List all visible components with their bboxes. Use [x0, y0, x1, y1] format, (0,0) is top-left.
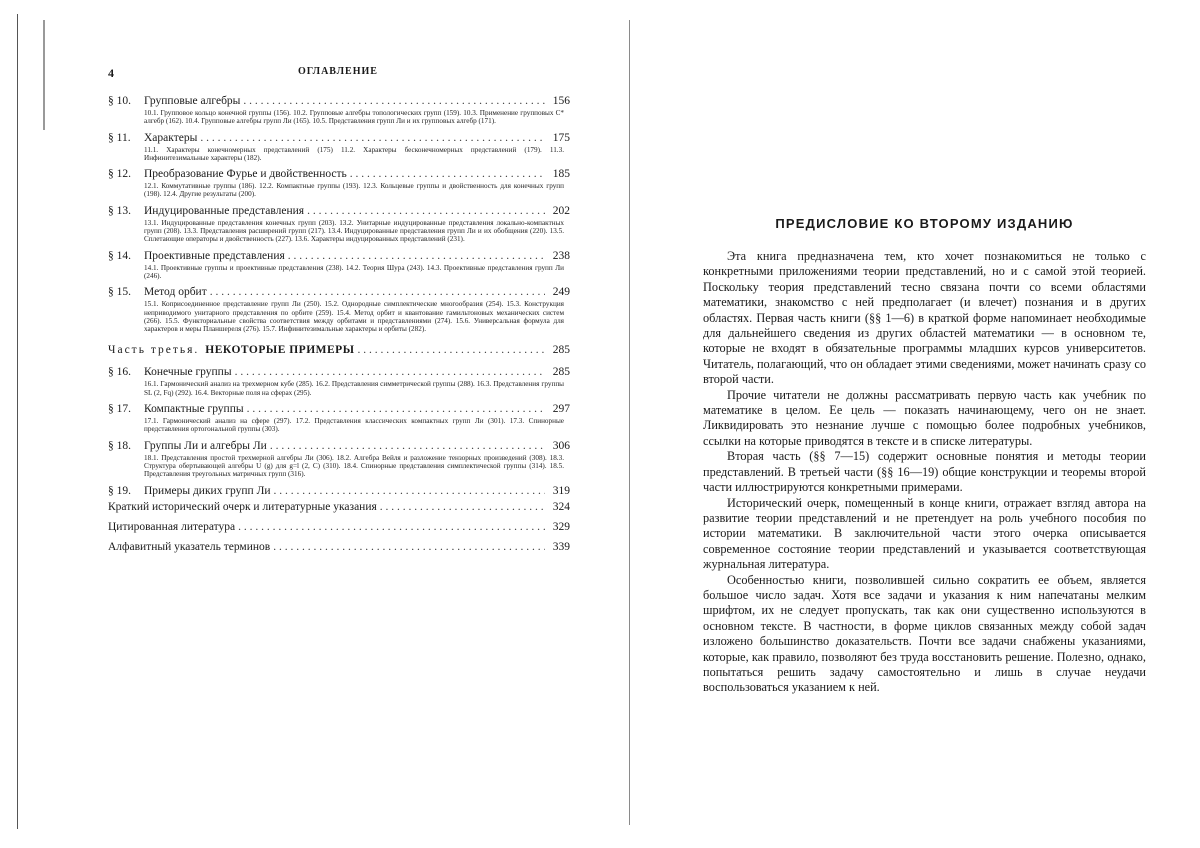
- left-page: [108, 62, 570, 560]
- toc-entry-number: § 11.: [108, 131, 131, 144]
- toc-entry-number: § 16.: [108, 366, 131, 379]
- toc-entry-number: § 17.: [108, 403, 131, 416]
- toc-entry[interactable]: [108, 204, 570, 218]
- toc-entry-page: 306: [552, 439, 570, 452]
- toc-entry-title: Преобразование Фурье и двойственность: [144, 168, 347, 181]
- toc-entry-number: § 19.: [108, 484, 131, 497]
- left-scan-speck: [43, 20, 45, 130]
- toc-entry[interactable]: [108, 402, 570, 416]
- toc-entry-subsections: 11.1. Характеры конечномерных представлений (175) 11.2. Характеры бесконечномерных представлений (179). 11.3. Инфинитезимальные характеры (182).: [144, 145, 564, 162]
- right-page: [703, 216, 1146, 696]
- toc-entry[interactable]: [108, 167, 570, 181]
- preface-paragraph: Особенностью книги, позволившей сильно сократить ее объем, является большое число задач. Хотя все задачи и указания к ним напечатаны мелким шрифтом, их не следует пропускать, так как они существенно используются в основном тексте. В частности, в форме циклов связанных между собой задач изложено большинство доказательств. Почти все задачи снабжены указаниями, которые, как правило, позволяют без труда восстановить решение. Полезно, однако, попытаться решить задачу самостоятельно и лишь в случае неудачи воспользоваться указанием к ней.: [703, 572, 1146, 695]
- toc-entry[interactable]: [108, 439, 570, 453]
- toc-leader-dots: [247, 402, 545, 416]
- toc-section-part3: [108, 365, 570, 497]
- toc-entry-title: Группы Ли и алгебры Ли: [144, 439, 267, 452]
- toc-section-extras: [108, 500, 570, 554]
- toc-entry-title: Цитированная литература: [108, 520, 236, 533]
- toc-leader-dots: [243, 94, 545, 108]
- center-gutter-line: [629, 20, 630, 825]
- toc-section-part2: [108, 94, 570, 333]
- toc-entry-subsections: 14.1. Проективные группы и проективные представления (238). 14.2. Теория Шура (243). 14.3. Проективные представления групп Ли (246).: [144, 263, 564, 280]
- toc-part-heading[interactable]: [108, 343, 570, 357]
- toc-entry[interactable]: [108, 285, 570, 299]
- toc-entry-page: 156: [552, 95, 570, 107]
- toc-entry-title: Конечные группы: [144, 366, 232, 379]
- toc-entry-subsections: 18.1. Представления простой трехмерной алгебры Ли (306). 18.2. Алгебра Вейля и разложение тензорных произведений (308). 18.3. Структура обертывающей алгебры U (g) для g=l (2, C) (310). 18.4. Спинорные представления симплектической группы (314). 18.5. Представления треугольных матричных групп (316).: [144, 453, 564, 479]
- toc-leader-dots: [238, 520, 545, 534]
- toc-entry-page: 202: [552, 204, 570, 217]
- toc-leader-dots: [273, 540, 545, 554]
- toc-entry-title: Групповые алгебры: [144, 95, 241, 107]
- toc-leader-dots: [235, 365, 545, 379]
- toc-extra-entry[interactable]: [108, 500, 570, 514]
- toc-entry-title: Примеры диких групп Ли: [144, 484, 271, 497]
- toc-entry-subsections: 16.1. Гармонический анализ на трехмерном кубе (285). 16.2. Представления симметрической группы (288). 16.3. Представления группы SL (2, Fq) (292). 16.4. Векторные поля на сферах (295).: [144, 380, 564, 397]
- running-title: ОГЛАВЛЕНИЕ: [298, 66, 378, 77]
- toc-leader-dots: [307, 204, 545, 218]
- toc-entry-subsections: 13.1. Индуцированные представления конечных групп (203). 13.2. Унитарные индуцированные представления локально-компактных групп (208). 13.3. Представления расширений групп (217). 13.4. Индуцированные представления групп Ли и их обобщения (220). 13.5. Сплетающие операторы и двойственность (227). 13.6. Характеры индуцированных представлений (231).: [144, 218, 564, 244]
- toc-entry-number: § 13.: [108, 204, 131, 217]
- toc-entry-title: Метод орбит: [144, 286, 207, 299]
- toc-entry-title: Краткий исторический очерк и литературные указания: [108, 500, 377, 513]
- toc-entry-subsections: 15.1. Коприсоединенное представление групп Ли (250). 15.2. Однородные симплектические многообразия (254). 15.3. Конструкция неприводимого унитарного представления по орбите (259). 15.4. Метод орбит и квантование гамильтоновых механических систем (266). 15.5. Функториальные свойства соответствия между орбитами и представлениями (274). 15.6. Универсальная формула для характеров и меры Планшереля (276). 15.7. Инфинитезимальные характеры и орбиты (282).: [144, 300, 564, 334]
- toc-leader-dots: [380, 500, 545, 514]
- preface-paragraph: Эта книга предназначена тем, кто хочет познакомиться не только с конкретными приложениями теории представлений, но и с самой этой теорией. Поскольку теория представлений тесно связана почти со всеми областями математики, знакомство с ней предполагает (и влечет) познания и в других областях. Первая часть книги (§§ 1—6) в краткой форме напоминает необходимые для дальнейшего сведения из других областей математики — в основном те, которые не входят в обязательные программы младших курсов университетов. Читатель, полагающий, что он обладает этими сведениями, может начинать сразу со второй части.: [703, 249, 1146, 387]
- toc-entry-number: § 10.: [108, 95, 131, 107]
- preface-paragraph: Вторая часть (§§ 7—15) содержит основные понятия и методы теории представлений. В третьей части (§§ 16—19) общие конструкции и теоремы второй части иллюстрируются конкретными примерами.: [703, 449, 1146, 495]
- part-title: НЕКОТОРЫЕ ПРИМЕРЫ: [205, 344, 355, 357]
- toc-entry-subsections: 17.1. Гармонический анализ на сфере (297). 17.2. Представления классических компактных групп Ли (301). 17.3. Спинорные представления ортогональной группы (303).: [144, 417, 564, 434]
- toc-entry-number: § 12.: [108, 168, 131, 181]
- toc-entry-page: 175: [552, 131, 570, 144]
- toc-entry[interactable]: [108, 365, 570, 379]
- preface-title: ПРЕДИСЛОВИЕ КО ВТОРОМУ ИЗДАНИЮ: [775, 216, 1074, 231]
- toc-entry-page: 319: [552, 484, 570, 497]
- toc-entry-title: Проективные представления: [144, 249, 285, 262]
- page-number: 4: [108, 66, 114, 80]
- toc-leader-dots: [350, 167, 545, 181]
- toc-entry-subsections: 12.1. Коммутативные группы (186). 12.2. Компактные группы (193). 12.3. Кольцевые группы и двойственность для конечных групп (198). 12.4. Другие результаты (200).: [144, 182, 564, 199]
- left-scan-edge: [17, 14, 18, 829]
- toc-entry-page: 297: [552, 403, 570, 416]
- toc-entry-number: § 18.: [108, 439, 131, 452]
- preface-paragraph: Прочие читатели не должны рассматривать первую часть как учебник по математике в целом. Ее цель — показать начинающему, чего он не знает. Ликвидировать это незнание лучше с помощью более подробных учебников, ссылки на которые приводятся в тексте и в списке литературы.: [703, 387, 1146, 448]
- toc-leader-dots: [358, 343, 546, 357]
- toc-leader-dots: [274, 484, 545, 498]
- toc-entry-page: 339: [552, 540, 570, 553]
- toc-extra-entry[interactable]: [108, 540, 570, 554]
- toc-entry-page: 324: [552, 500, 570, 513]
- table-of-contents: [108, 94, 570, 554]
- toc-entry[interactable]: [108, 484, 570, 498]
- part-label: Часть третья.: [108, 344, 200, 357]
- toc-entry-page: 329: [552, 520, 570, 533]
- toc-entry[interactable]: [108, 94, 570, 108]
- toc-leader-dots: [288, 249, 545, 263]
- toc-entry-subsections: 10.1. Групповое кольцо конечной группы (156). 10.2. Групповые алгебры топологических групп (159). 10.3. Применение групповых C* алгебр (162). 10.4. Групповые алгебры групп Ли (165). 10.5. Представления групп Ли и их групповых алгебр (171).: [144, 109, 564, 126]
- toc-extra-entry[interactable]: [108, 520, 570, 534]
- toc-leader-dots: [270, 439, 545, 453]
- toc-entry-title: Алфавитный указатель терминов: [108, 540, 271, 553]
- toc-entry-page: 285: [552, 366, 570, 379]
- preface-paragraph: Исторический очерк, помещенный в конце книги, отражает взгляд автора на развитие теории представлений и не претендует на роль учебного пособия по истории математики. В заключительной части этого очерка описывается современное состояние теории представлений и указывается соответствующая журнальная литература.: [703, 495, 1146, 572]
- page-header: [108, 62, 570, 82]
- toc-entry[interactable]: [108, 131, 570, 145]
- toc-entry-page: 249: [552, 286, 570, 299]
- toc-entry-title: Компактные группы: [144, 403, 244, 416]
- toc-entry-number: § 15.: [108, 286, 131, 299]
- toc-entry-page: 238: [552, 249, 570, 262]
- preface-body: [703, 249, 1146, 696]
- toc-leader-dots: [210, 285, 545, 299]
- toc-entry-title: Индуцированные представления: [144, 204, 305, 217]
- toc-entry-title: Характеры: [144, 131, 198, 144]
- toc-leader-dots: [200, 131, 545, 145]
- toc-entry-page: 185: [552, 168, 570, 181]
- part-page: 285: [552, 344, 570, 357]
- toc-entry-number: § 14.: [108, 249, 131, 262]
- toc-entry[interactable]: [108, 249, 570, 263]
